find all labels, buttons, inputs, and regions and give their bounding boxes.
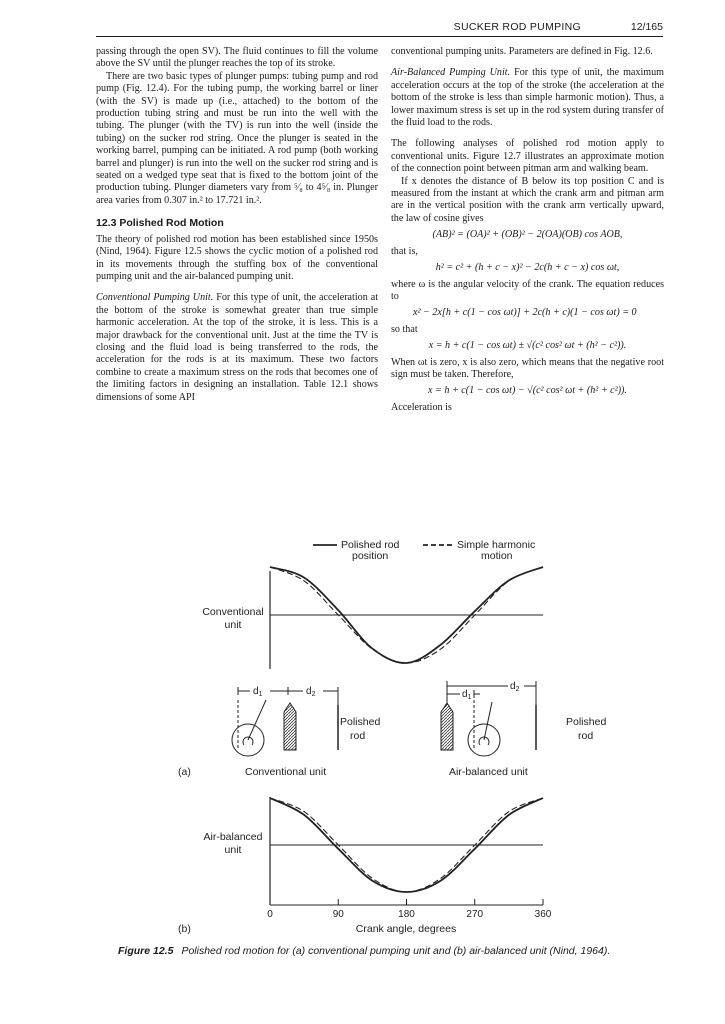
paragraph-lead: Air-Balanced Pumping Unit. <box>391 67 511 79</box>
tick-group <box>267 899 552 920</box>
legend-dashed-label: Simple harmonic <box>457 539 536 551</box>
label-polished-rod: Polished <box>340 716 381 728</box>
legend-dashed-label-2: motion <box>481 550 513 562</box>
panel-b-label: (b) <box>178 923 191 935</box>
legend-solid-label-2: position <box>352 550 389 562</box>
figure-caption-label: Figure 12.5 <box>118 945 174 957</box>
page-number: 12/165 <box>630 21 663 33</box>
pitman-arm <box>484 702 492 740</box>
paragraph-text: For this type of unit, the acceleration at the bottom of the stroke is somewhat greater than true simple harmonic acceleration. At the top of the stroke, it is less. This is a major drawback for the conventional unit. Just at the time the TV is closing and the fluid load is being transferred to the rods, the acceleration for the rods is at its maximum. These two factors combine to create a maximum stress on the rods that becomes one of the limiting factors in designing an installation. Table 12.1 shows dimensions of some API <box>96 292 378 403</box>
samson-post <box>441 703 453 750</box>
rotation-arrow <box>243 737 253 745</box>
equation: h² = c² + (h + c − x)² − 2c(h + c − x) cos ωt, <box>435 262 620 274</box>
right-column <box>391 46 664 414</box>
legend-solid-label: Polished rod <box>341 539 400 551</box>
paragraph: If x denotes the distance of B below its top position C and is measured from the instant at which the crank arm and pitman arm are in the vertical position with the crank arm vertically upward, the law of cosine gives <box>391 175 664 224</box>
x-tick-label: 0 <box>267 909 273 920</box>
label-conventional-2: unit <box>224 619 242 631</box>
caption-conventional-unit: Conventional unit <box>245 766 327 778</box>
paragraph: When ωt is zero, x is also zero, which means that the negative root sign must be taken. Therefore, <box>391 356 664 380</box>
equation: x = h + c(1 − cos ωt) − √(c² cos² ωt + (h² + c²)). <box>428 385 627 397</box>
equation: x² − 2x[h + c(1 − cos ωt)] + 2c(h + c)(1 − cos ωt) = 0 <box>413 307 637 319</box>
x-tick-label: 360 <box>534 909 552 920</box>
paragraph: so that <box>391 323 418 335</box>
paragraph <box>391 67 664 129</box>
paragraph: where ω is the angular velocity of the crank. The equation reduces to <box>391 278 664 302</box>
x-tick-label: 90 <box>332 909 344 920</box>
paragraph <box>96 292 378 404</box>
equation: (AB)² = (OA)² + (OB)² − 2(OA)(OB) cos AOB, <box>432 229 623 241</box>
diagram-airbalanced-unit <box>441 681 536 756</box>
dim-d1-air: $d_1$ <box>462 689 472 701</box>
left-column <box>96 46 378 404</box>
plot-airbalanced <box>178 797 552 935</box>
samson-post <box>284 703 296 750</box>
page-header <box>96 20 663 37</box>
paragraph-lead: Conventional Pumping Unit. <box>96 292 214 304</box>
dim-d2: $d_2$ <box>306 686 316 698</box>
plot-conventional <box>202 567 543 669</box>
x-tick-label: 180 <box>398 909 415 920</box>
label-polished-rod-air: Polished <box>566 716 607 728</box>
paragraph: passing through the open SV). The fluid continues to fill the volume above the SV until the plunger reaches the top of its stroke. <box>96 46 378 70</box>
dim-d2-air: $d_2$ <box>510 681 520 693</box>
paragraph: The theory of polished rod motion has been established since 1950s (Nind, 1964). Figure 12.5 shows the cyclic motion of a polished rod in its movements through the stuffing box of the conventional pumping unit and the air-balanced pumping unit. <box>96 233 378 282</box>
running-title: SUCKER ROD PUMPING <box>453 21 581 33</box>
x-tick-label: 270 <box>466 909 484 920</box>
caption-airbalanced-unit: Air-balanced unit <box>449 766 528 778</box>
paragraph: that is, <box>391 245 418 257</box>
label-polished-rod-air-2: rod <box>578 730 594 742</box>
label-airbalanced: Air-balanced <box>203 831 263 843</box>
label-airbalanced-2: unit <box>224 844 242 856</box>
paragraph: conventional pumping units. Parameters are defined in Fig. 12.6. <box>391 46 653 57</box>
equation: x = h + c(1 − cos ωt) ± √(c² cos² ωt + (h² − c²)). <box>428 340 627 352</box>
label-polished-rod-2: rod <box>350 730 366 742</box>
figure-caption <box>118 945 610 957</box>
figure-caption-text: Polished rod motion for (a) conventional pumping unit and (b) air-balanced unit (Nind, 1964). <box>181 945 611 957</box>
paragraph: The following analyses of polished rod motion apply to conventional units. Figure 12.7 illustrates an approximate motion of the connection point between pitman arm and walking beam. <box>391 138 664 175</box>
paragraph-text: For this type of unit, the maximum acceleration occurs at the top of the stroke (the acceleration at the bottom of the stroke is less than simple harmonic motion). Thus, a lower maximum stress is set up in the rod system during transfer of the fluid load to the rods. <box>391 67 665 129</box>
label-conventional: Conventional <box>202 606 264 618</box>
panel-a-label: (a) <box>178 766 191 778</box>
figure-12-5 <box>0 528 725 942</box>
dim-d1: $d_1$ <box>253 686 263 698</box>
diagram-conventional-unit <box>232 687 338 756</box>
paragraph: Acceleration is <box>391 401 452 413</box>
section-heading: 12.3 Polished Rod Motion <box>96 217 224 230</box>
x-axis-title: Crank angle, degrees <box>355 923 457 935</box>
paragraph: There are two basic types of plunger pumps: tubing pump and rod pump (Fig. 12.4). For the tubing pump, the working barrel or liner (with the SV) is made up (i.e., attached) to the bottom of the production tubing string and must be run into the well with the tubing. The plunger (with the TV) is run into the well (inside the tubing) on the sucker rod string. Once the plunger is seated in the working barrel, pumping can be initiated. A rod pump (both working barrel and plunger) is run into the well on the sucker rod string and is seated on a wedged type seat that is fixed to the bottom joint of the production tubing. Plunger diameters vary from ⁵⁄₈ to 4⁵⁄₈ in. Plunger area varies from 0.307 in.² to 17.721 in.². <box>96 70 378 206</box>
